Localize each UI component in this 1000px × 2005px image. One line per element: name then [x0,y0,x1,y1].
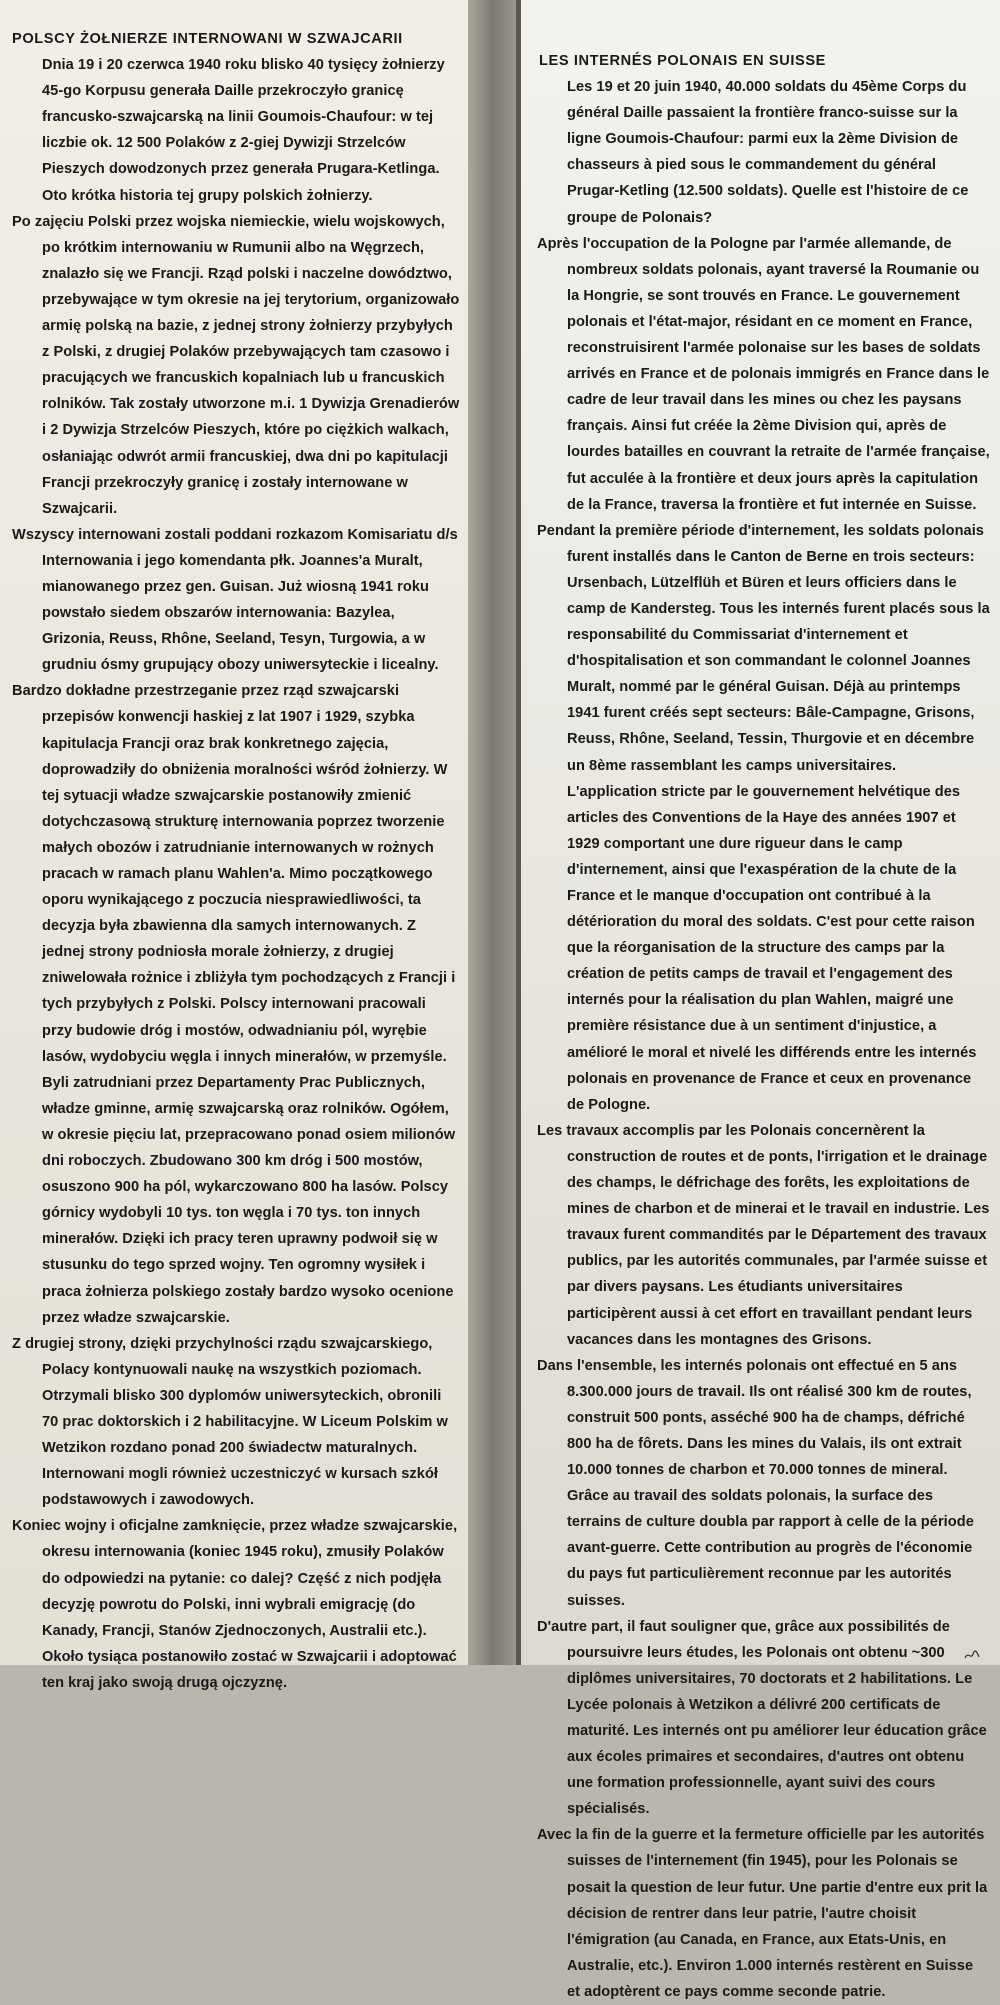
french-paragraph-4: Les travaux accomplis par les Polonais concernèrent la construction de routes et de ponts, l'irrigation et le drainage des champs, le défrichage des forêts, les exploitations de mines de charbon et de minerai et le travail en industrie. Les travaux furent commandités par le Département des travaux publics, par les autorités communales, par l'armée suisse et par divers paysans. Les étudiants universitaires participèrent aussi à cet effort en travaillant pendant leurs vacances dans les montagnes des Grisons. [537,1122,990,1348]
french-paragraph-5: Dans l'ensemble, les internés polonais ont effectué en 5 ans 8.300.000 jours de travail. Ils ont réalisé 300 km de routes, construit 500 ponts, asséché 900 ha de champs, défriché 800 ha de fôrets. Dans les mines du Valais, ils ont extrait 10.000 tonnes de charbon et 70.000 tonnes de mineral. Grâce au travail des soldats polonais, la surface des terrains de culture doubla par rapport à celle de la période avant-guerre. Cette contribution au progrès de l'économie du pays fut particulièrement reconnue par les autorités suisses. [537,1357,974,1609]
french-paragraph-2: Après l'occupation de la Pologne par l'armée allemande, de nombreux soldats polonais, ayant traversé la Roumanie ou la Hongrie, se sont trouvés en France. Le gouvernement polonais et l'état-major, résidant en ce moment en France, reconstruisirent l'armée polonaise sur les bases de soldats arrivés en France et de polonais immigrés en France dans le cadre de leur travail dans les mines ou chez les paysans français. Ainsi fut créée la 2ème Division qui, après de lourdes batailles en couvrant la retraite de l'armée française, fut acculée à la frontière et deux jours après la capitulation de la France, traversa la frontière et fut internée en Suisse. [537,235,990,513]
polish-paragraph-2: Po zajęciu Polski przez wojska niemieckie, wielu wojskowych, po krótkim internowaniu w Rumunii albo na Węgrzech, znalazło się we Francji. Rząd polski i naczelne dowództwo, przebywające w tym okresie na jej terytorium, organizowało armię polską na bazie, z jednej strony żołnierzy przybyłych z Polski, z drugiej Polaków przebywających tam czasowo i pracujących we francuskich kopalniach lub u francuskich rolników. Tak zostały utworzone m.i. 1 Dywizja Grenadierów i 2 Dywizja Strzelców Pieszych, które po ciężkich walkach, osłaniając odwrót armii francuskiej, dwa dni po kapitulacji Francji przekroczyły granicę i zostały internowane w Szwajcarii. [12,213,460,517]
polish-paragraph-3: Wszyscy internowani zostali poddani rozkazom Komisariatu d/s Internowania i jego komendanta płk. Joannes'a Muralt, mianowanego przez gen. Guisan. Już wiosną 1941 roku powstało siedem obszarów internowania: Bazylea, Grizonia, Reuss, Rhône, Seeland, Tesyn, Turgowia, a w grudniu ósmy grupujący obozy uniwersyteckie i licealny. [12,526,458,674]
panel-gap [468,0,516,1665]
french-text-panel [516,0,1000,2000]
corner-mark-icon [964,1645,980,1657]
polish-paragraph-1: Dnia 19 i 20 czerwca 1940 roku blisko 40 tysięcy żołnierzy 45-go Korpusu generała Daille przekroczyło granicę francusko-szwajcarską na linii Goumois-Chaufour: w tej liczbie ok. 12 500 Polaków z 2-giej Dywizji Strzelców Pieszych dowodzonych przez generała Prugara-Ketlinga. Oto krótka historia tej grupy polskich żołnierzy. [42,57,445,204]
french-paragraph-1: Les 19 et 20 juin 1940, 40.000 soldats du 45ème Corps du général Daille passaient la frontière franco-suisse sur la ligne Goumois-Chaufour: parmi eux la 2ème Division de chasseurs à pied sous le commandement du général Prugar-Ketling (12.500 soldats). Quelle est l'histoire de ce groupe de Polonais? [567,79,969,226]
french-title: LES INTERNÉS POLONAIS EN SUISSE [539,53,827,69]
french-paragraph-7: Avec la fin de la guerre et la fermeture officielle par les autorités suisses de l'internement (fin 1945), pour les Polonais se posait la question de leur futur. Une partie d'entre eux prit la décision de rentrer dans leur patrie, l'autre choisit l'émigration (au Canada, en France, aux Etats-Unis, en Australie, etc.). Environ 1.000 internés restèrent en Suisse et adoptèrent ce pays comme seconde patrie. [537,1827,988,2000]
polish-title: POLSCY ŻOŁNIERZE INTERNOWANI W SZWAJCARII [12,31,403,47]
polish-paragraph-5: Z drugiej strony, dzięki przychylności rządu szwajcarskiego, Polacy kontynuowali naukę na wszystkich poziomach. Otrzymali blisko 300 dyplomów uniwersyteckich, obronili 70 prac doktorskich i 2 habilitacyjne. W Liceum Polskim w Wetzikon rozdano ponad 200 świadectw maturalnych. Internowani mogli również uczestniczyć w kursach szkół podstawowych i zawodowych. [12,1335,448,1509]
polish-text-panel [0,0,468,1691]
polish-paragraph-6: Koniec wojny i oficjalne zamknięcie, przez władze szwajcarskie, okresu internowania (koniec 1945 roku), zmusiły Polaków do odpowiedzi na pytanie: co dalej? Część z nich podjęła decyzję powrotu do Polski, inni wybrali emigrację (do Kanady, Francji, Stanów Zjednoczonych, Australii etc.). Około tysiąca postanowiło zostać w Szwajcarii i adoptować ten kraj jako swoją drugą ojczyznę. [12,1518,458,1691]
french-paragraph-3: Pendant la première période d'internement, les soldats polonais furent installés dans le Canton de Berne en trois secteurs: Ursenbach, Lützelflüh et Büren et leurs officiers dans le camp de Kandersteg. Tous les internés furent placés sous la responsabilité du Commissariat d'internement et d'hospitalisation et son commandant le colonnel Joannes Muralt, nommé par le général Guisan. Déjà au printemps 1941 furent créés sept secteurs: Bâle-Campagne, Grisons, Reuss, Rhône, Seeland, Tessin, Thurgovie et en décembre un 8ème rassemblant les camps universitaires. L'application stricte par le gouvernement helvétique des articles des Conventions de la Haye des années 1907 et 1929 comportant une dure rigueur dans le camp d'internement, ainsi que l'exaspération de la chute de la France et le manque d'occupation ont contribué à la détérioration du moral des soldats. C'est pour cette raison que la réorganisation de la structure des camps par la création de petits camps de travail et l'engagement des internés pour la réalisation du plan Wahlen, maigré une première résistance due à un sentiment d'injustice, a amélioré le moral et nivelé les différends entre les internés polonais en provenance de France et ceux en provenance de Pologne. [537,522,990,1113]
french-paragraph-6: D'autre part, il faut souligner que, grâce aux possibilités de poursuivre leurs études, les Polonais ont obtenu ~300 diplômes universitaires, 70 doctorats et 2 habilitations. Le Lycée polonais à Wetzikon a délivré 200 certificats de maturité. Les internés ont pu améliorer leur éducation grâce aux écoles primaires et secondaires, d'autres ont obtenu une formation professionnelle, ayant suivi des cours spécialisés. [537,1618,987,1818]
polish-paragraph-4: Bardzo dokładne przestrzeganie przez rząd szwajcarski przepisów konwencji haskiej z lat 1907 i 1929, szybka kapitulacja Francji oraz brak konkretnego zajęcia, doprowadziły do obniżenia moralności wśród żołnierzy. W tej sytuacji władze szwajcarskie postanowiły zmienić dotychczasową strukturę internowania poprzez tworzenie małych obozów i zatrudnianie internowanych w rożnych pracach w ramach planu Wahlen'a. Mimo początkowego oporu wynikającego z poczucia niesprawiedliwości, ta decyzja była zbawienna dla samych internowanych. Z jednej strony podniosła morale żołnierzy, z drugiej zniwelowała rożnice i zbliżyła tym pochodzących z Francji i tych przybyłych z Polski. Polscy internowani pracowali przy budowie dróg i mostów, odwadnianiu pól, wyrębie lasów, wydobyciu węgla i innych minerałów, w przemyśle. Byli zatrudniani przez Departamenty Prac Publicznych, władze gminne, armię szwajcarską oraz rolników. Ogółem, w okresie pięciu lat, przepracowano ponad osiem milionów dni roboczych. Zbudowano 300 km dróg i 500 mostów, osuszono 900 ha pól, wykarczowano 800 ha lasów. Polscy górnicy wydobyli 10 tys. ton węgla i 70 tys. ton innych minerałów. Dzięki ich pracy teren uprawny podwoił się w stusunku do tego sprzed wojny. Ten ogromny wysiłek i praca żołnierza polskiego zostały bardzo wysoko ocenione przez władze szwajcarskie. [12,683,456,1326]
